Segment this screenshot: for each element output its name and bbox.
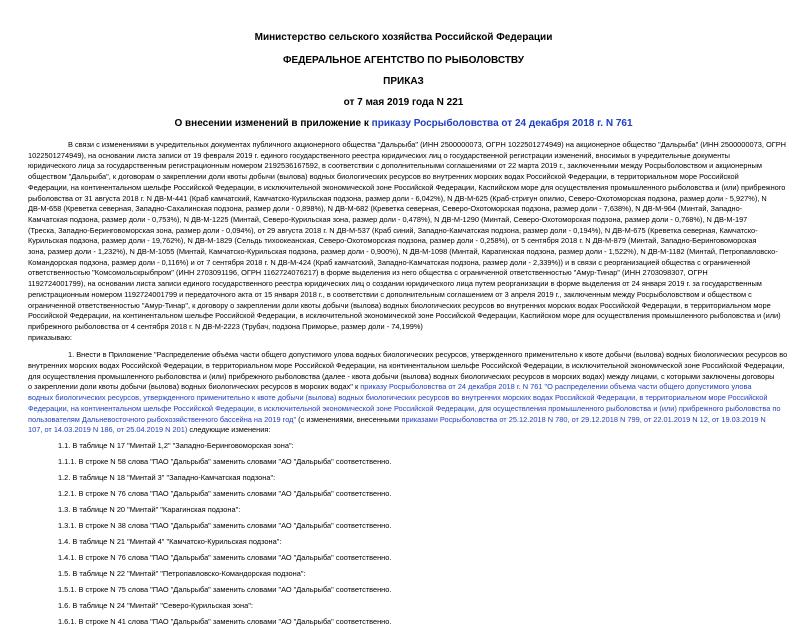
preamble-line: Командорская подзона, размер доли - 0,116%) и от 7 сентября 2018 г. N ДВ-М-424 (Краб камчатский, Западно-Камчатская подзона, размер доли - 2,339%)) и в связи с реорганизацией общества с ограниченной xyxy=(28,257,751,267)
title-order-link[interactable]: приказу Росрыболовства от 24 декабря 2018 г. N 761 xyxy=(371,118,633,129)
item1-line: внутренних морских водах Российской Федерации, в территориальном море Российской Федерации, на континентальном шельфе Российской Федерации, в исключительной экономической зоне Российской Федерации, xyxy=(28,361,785,371)
subitem: 1.2. В таблице N 18 "Минтай 3" "Западно-Камчатская подзона": xyxy=(58,473,276,483)
preamble-line: ответственностью "Комсомольскрыбпром" (ИНН 2703091196, ОГРН 1162724076217) в форме выделения из него общества с ограниченной ответственностью "Амур-Тинар" (ИНН 2703098307, ОГРН xyxy=(28,268,708,278)
amending-orders-link-cont[interactable]: 107, от 14.03.2019 N 186, от 25.04.2019 N 201) xyxy=(28,425,188,435)
amending-orders-link[interactable]: приказами Росрыболовства от 25.12.2018 N 780, от 29.12.2018 N 799, от 22.01.2019 N 12, от 19.03.2019 N xyxy=(401,414,766,424)
agency-name: ФЕДЕРАЛЬНОЕ АГЕНТСТВО ПО РЫБОЛОВСТВУ xyxy=(283,55,524,66)
document-title xyxy=(0,118,807,130)
preamble-line: обществом "Дальрыба", к договорам о закреплении доли квоты добычи (вылова) водных биологических ресурсов во внутренних морских водах Российской Федерации, в территориальном море Российской xyxy=(28,172,739,182)
subitem: 1.2.1. В строке N 76 слова "ПАО "Дальрыба" заменить словами "АО "Дальрыба" соответственно. xyxy=(58,489,392,499)
item1-line: о закреплении доли квоты добычи (вылова) водных биологических ресурсов в морских водах" к приказу Росрыболовства от 24 декабря 2018 г. N 761 "О распределении объема части общего допустимого улова xyxy=(28,382,752,392)
preamble-line: регистрационным номером 1192724001799 и передаточного акта от 15 января 2018 г., в соответствии с дополнительным соглашением от 3 апреля 2019 г., заключенным между Росрыболовством и обществом с xyxy=(28,289,752,299)
preamble-line: В связи с изменениями в учредительных документах публичного акционерного общества "Дальрыба" (ИНН 2500000073, ОГРН 1022501274949) на акционерное общество "Дальрыба" (ИНН 2500000073, ОГРН xyxy=(68,140,786,149)
subitem: 1.4.1. В строке N 76 слова "ПАО "Дальрыба" заменить словами "АО "Дальрыба" соответственно. xyxy=(58,553,392,563)
preamble-line: юридического лица за государственным регистрационным номером 2192536167592, в соответствии с дополнительными соглашениями от 22 марта 2019 г., заключенными между Росрыболовством и акционерным xyxy=(28,161,762,171)
subitem: 1.1.1. В строке N 58 слова "ПАО "Дальрыба" заменить словами "АО "Дальрыба" соответственно. xyxy=(58,457,392,467)
title-prefix: О внесении изменений в приложение к xyxy=(174,118,372,129)
item1-line: для осуществления промышленного рыболовства и (или) прибрежного рыболовства (далее - квота добычи (вылова) водных биологических ресурсов в морских водах) между лицами, с которыми заключены договоры xyxy=(28,371,775,381)
preamble-line: зона, размер доли - 1,232%), N ДВ-М-1055 (Минтай, Камчатско-Курильская подзона, размер доли - 0,900%), N ДВ-М-1098 (Минтай, Карагинская подзона, размер доли - 1,522%), N ДВ-М-1182 (Минтай, Петропавловско- xyxy=(28,247,778,257)
preamble-line: 1022501274949), на основании листа записи от 19 февраля 2019 г. единого государственного реестра юридических лиц о государственной регистрации изменений, вносимых в учредительные документы xyxy=(28,150,730,160)
preamble-line: Камчатская подзона, размер доли - 0,753%), N ДВ-М-1225 (Минтай, Северо-Курильская зона, размер доли - 0,478%), N ДВ-М-1290 (Минтай, Северо-Охотоморская подзона, размер доли - 0,768%), N ДВ-М-197 xyxy=(28,214,748,224)
subitem: 1.3. В таблице N 20 "Минтай" "Карагинская подзона": xyxy=(58,505,241,515)
ministry-name: Министерство сельского хозяйства Российской Федерации xyxy=(254,32,553,43)
subitem: 1.5. В таблице N 22 "Минтай" "Петропавловско-Командорская подзона": xyxy=(58,569,306,579)
preamble-line: прибрежного рыболовства от 4 сентября 2018 г. N ДВ-М-2223 (Трубач, подзона Приморье, размер доли - 74,199%) xyxy=(28,321,423,331)
subitem: 1.3.1. В строке N 38 слова "ПАО "Дальрыба" заменить словами "АО "Дальрыба" соответственно. xyxy=(58,521,392,531)
order-761-link[interactable]: приказу Росрыболовства от 24 декабря 2018 г. N 761 "О распределении объема части общего допустимого улова xyxy=(360,382,752,392)
preamble-line: Курильская подзона, размер доли - 19,762%), N ДВ-М-1829 (Сельдь тихоокеанская, Северо-Охотоморская подзона, размер доли - 0,258%), от 5 сентября 2018 г. N ДВ-М-879 (Минтай, Западно-Беринговоморская xyxy=(28,236,757,246)
order-761-link-cont[interactable]: Федерации, на континентальном шельфе Российской Федерации, в исключительной экономической зоне Российской Федерации, для осуществления промышленного рыболовства и (или) прибрежного рыболовства по xyxy=(28,403,781,413)
preamble xyxy=(0,140,807,628)
subitem: 1.5.1. В строке N 75 слова "ПАО "Дальрыба" заменить словами "АО "Дальрыба" соответственно. xyxy=(58,585,392,595)
item1-line: 1. Внести в Приложение "Распределение объёма части общего допустимого улова водных биологических ресурсов, утвержденного применительно к квоте добычи (вылова) водных биологических ресурсов во xyxy=(68,350,788,360)
item1-line: 107, от 14.03.2019 N 186, от 25.04.2019 N 201) следующие изменения: xyxy=(28,425,271,435)
order-word: приказываю: xyxy=(28,332,72,342)
preamble-line: 1192724001799), на основании листа записи единого государственного реестра юридических лиц о создании юридического лица путем реорганизации в форме выделения от 24 января 2019 г. за государственным xyxy=(28,279,762,289)
order-761-link-end[interactable]: пользователям Дальневосточного рыбохозяйственного бассейна на 2019 год" xyxy=(28,414,297,424)
document-date: от 7 мая 2019 года N 221 xyxy=(343,97,464,108)
preamble-line: рыболовства от 31 августа 2018 г. N ДВ-М-441 (Краб камчатский, Камчатско-Курильская подзона, размер доли - 6,042%), N ДВ-М-625 (Краб-стригун опилио, Северо-Охотоморская подзона, размер доли - 5,927%), N xyxy=(28,193,767,203)
item1-line: пользователям Дальневосточного рыбохозяйственного бассейна на 2019 год" (с изменениями, внесенными приказами Росрыболовства от 25.12.2018 N 780, от 29.12.2018 N 799, от 22.01.2019 N 12, от 19.03.2019 N xyxy=(28,414,766,424)
preamble-line: ограниченной ответственностью "Амур-Тинар", к договору о закреплении доли квоты добычи (вылова) водных биологических ресурсов во внутренних морских водах Российской Федерации, в территориальном море xyxy=(28,300,771,310)
preamble-line: ДВ-М-658 (Креветка северная, Западно-Сахалинская подзона, размер доли - 0,898%), N ДВ-М-682 (Креветка северная, Северо-Охотоморская подзона, размер доли - 7,638%), N ДВ-М-964 (Минтай, Западно- xyxy=(28,204,743,214)
document-type: ПРИКАЗ xyxy=(383,76,424,87)
order-761-link-cont[interactable]: водных биологических ресурсов, утвержденного применительно к квоте добычи (вылова) водных биологических ресурсов во внутренних морских водах Российской Федерации, в территориальном море Российской xyxy=(28,393,768,403)
subitem: 1.4. В таблице N 21 "Минтай 4" "Камчатско-Курильская подзона": xyxy=(58,537,282,547)
preamble-line: Российской Федерации, на континентальном шельфе Российской Федерации, в исключительной экономической зоне Российской Федерации, Каспийском море для осуществления промышленного рыболовства и (или) xyxy=(28,311,781,321)
subitem: 1.1. В таблице N 17 "Минтай 1,2" "Западно-Беринговоморская зона": xyxy=(58,441,294,451)
preamble-line: Федерации, на континентальном шельфе Российской Федерации, в исключительной экономической зоне Российской Федерации, Каспийском море для осуществления промышленного рыболовства и (или) прибрежного xyxy=(28,182,786,192)
preamble-line: (Треска, Западно-Беринговоморская зона, размер доли - 0,094%), от 29 августа 2018 г. N ДВ-М-537 (Краб синий, Западно-Камчатская подзона, размер доли - 0,194%), N ДВ-М-675 (Креветка северная, Камчатско- xyxy=(28,225,758,235)
subitem: 1.6. В таблице N 24 "Минтай" "Северо-Курильская зона": xyxy=(58,601,253,611)
subitem: 1.6.1. В строке N 41 слова "ПАО "Дальрыба" заменить словами "АО "Дальрыба" соответственно. xyxy=(58,617,392,627)
